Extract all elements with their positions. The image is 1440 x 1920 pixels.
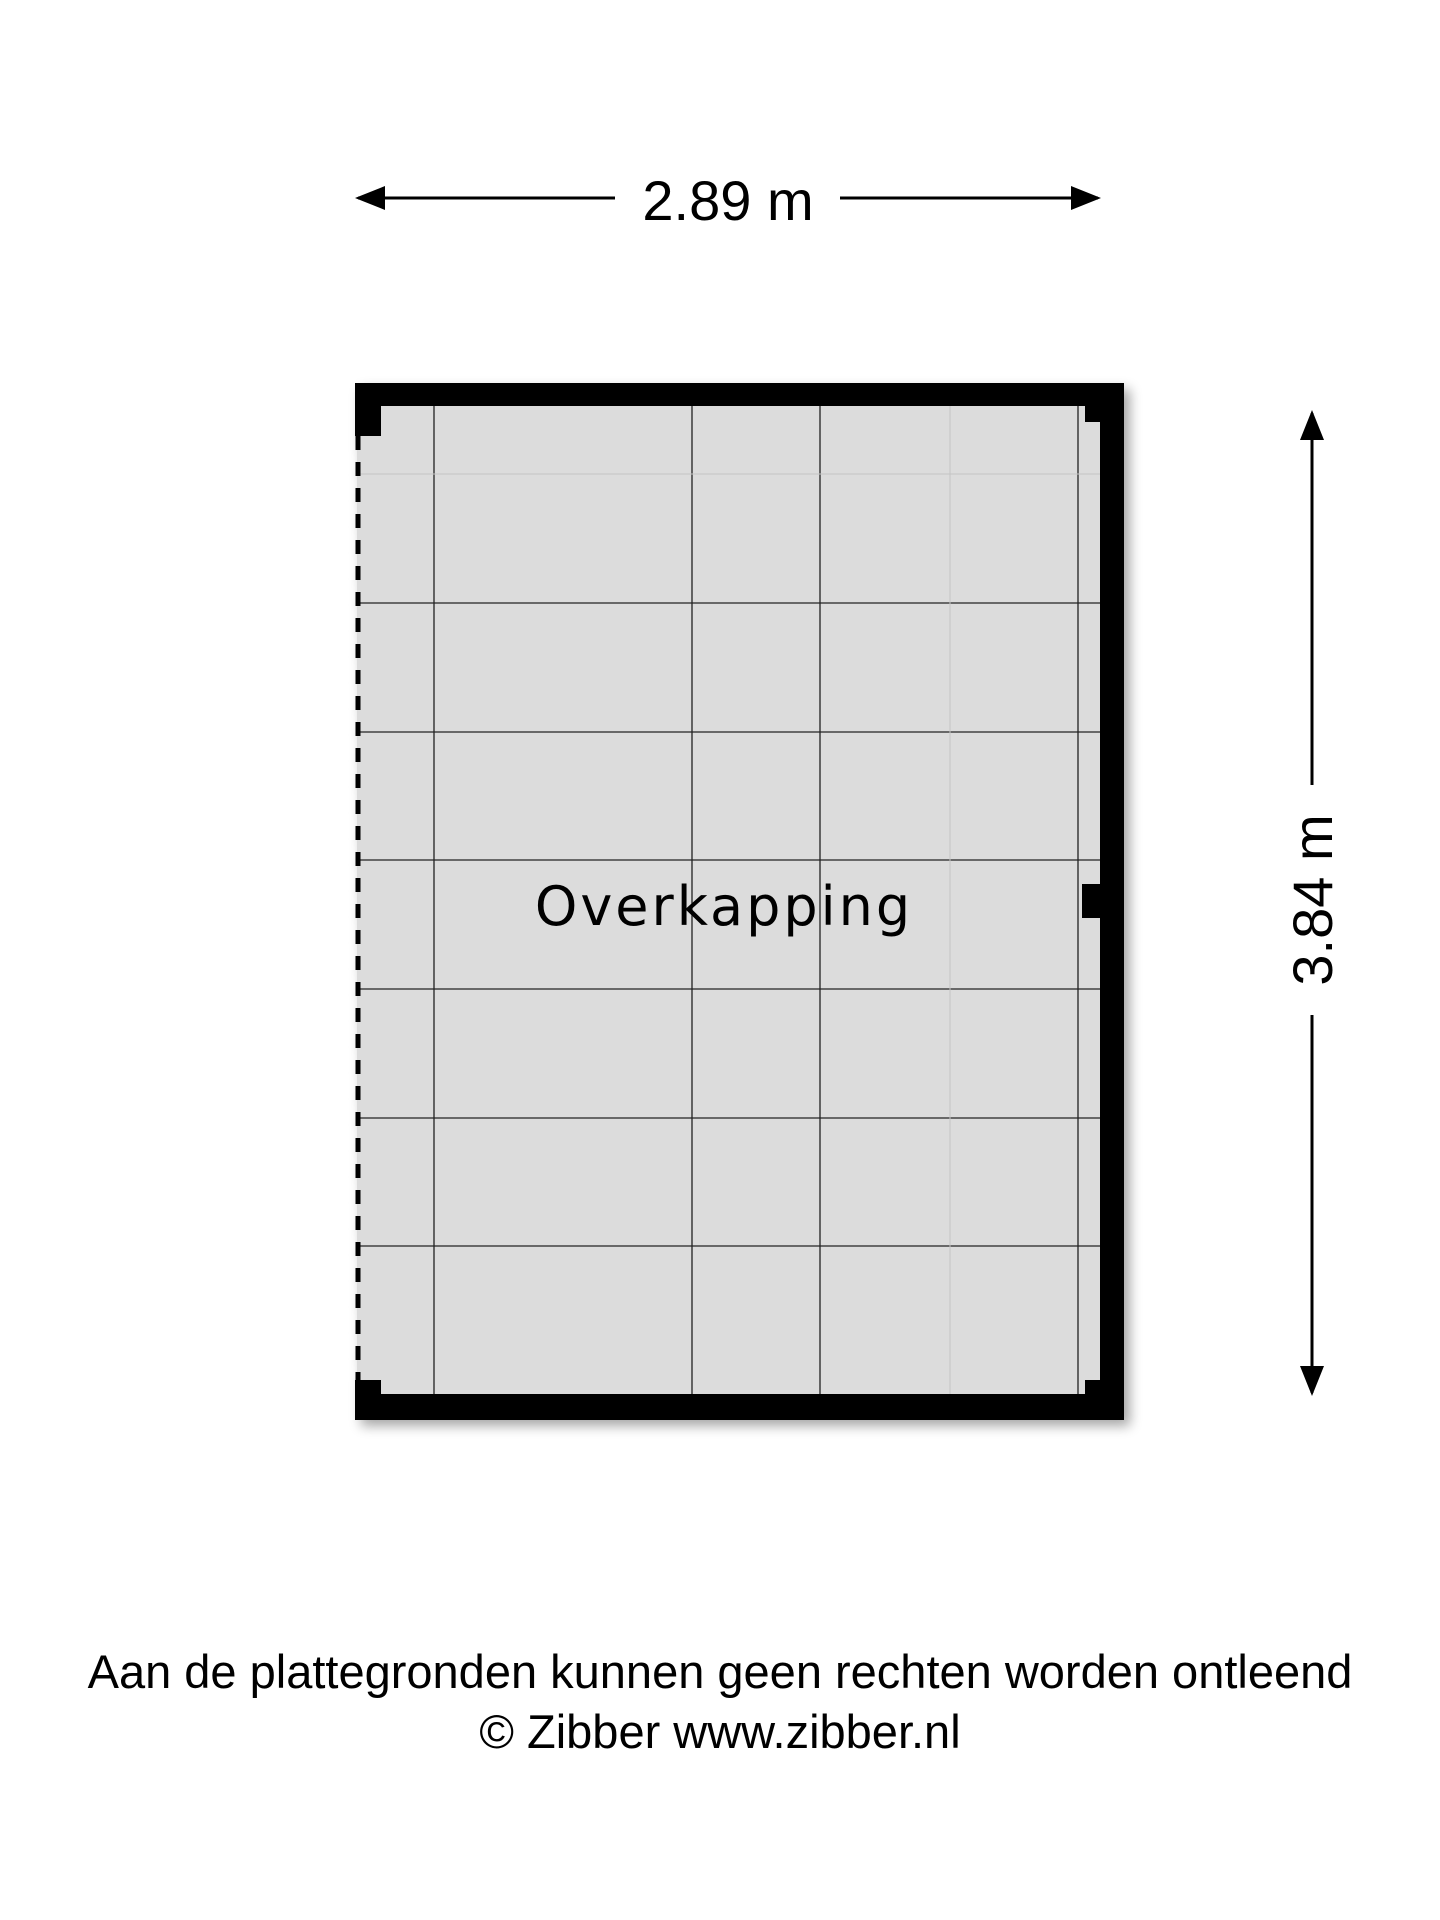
footer-disclaimer: Aan de plattegronden kunnen geen rechten worden ontleend <box>87 1645 1353 1698</box>
post-top-right <box>1085 406 1101 422</box>
post-top-left <box>355 406 381 436</box>
wall-top <box>355 383 1124 406</box>
width-dimension <box>358 169 1098 232</box>
height-dimension <box>1281 413 1344 1393</box>
footer-copyright: © Zibber www.zibber.nl <box>479 1705 961 1758</box>
height-label: 3.84 m <box>1281 814 1344 986</box>
post-bottom-right <box>1085 1380 1101 1396</box>
room-label: Overkapping <box>534 875 914 938</box>
wall-bottom <box>355 1394 1124 1420</box>
post-bottom-left <box>355 1380 381 1396</box>
width-label: 2.89 m <box>642 169 814 232</box>
post-right-middle <box>1082 884 1102 918</box>
room-overkapping <box>355 383 1124 1420</box>
wall-right <box>1100 383 1124 1420</box>
